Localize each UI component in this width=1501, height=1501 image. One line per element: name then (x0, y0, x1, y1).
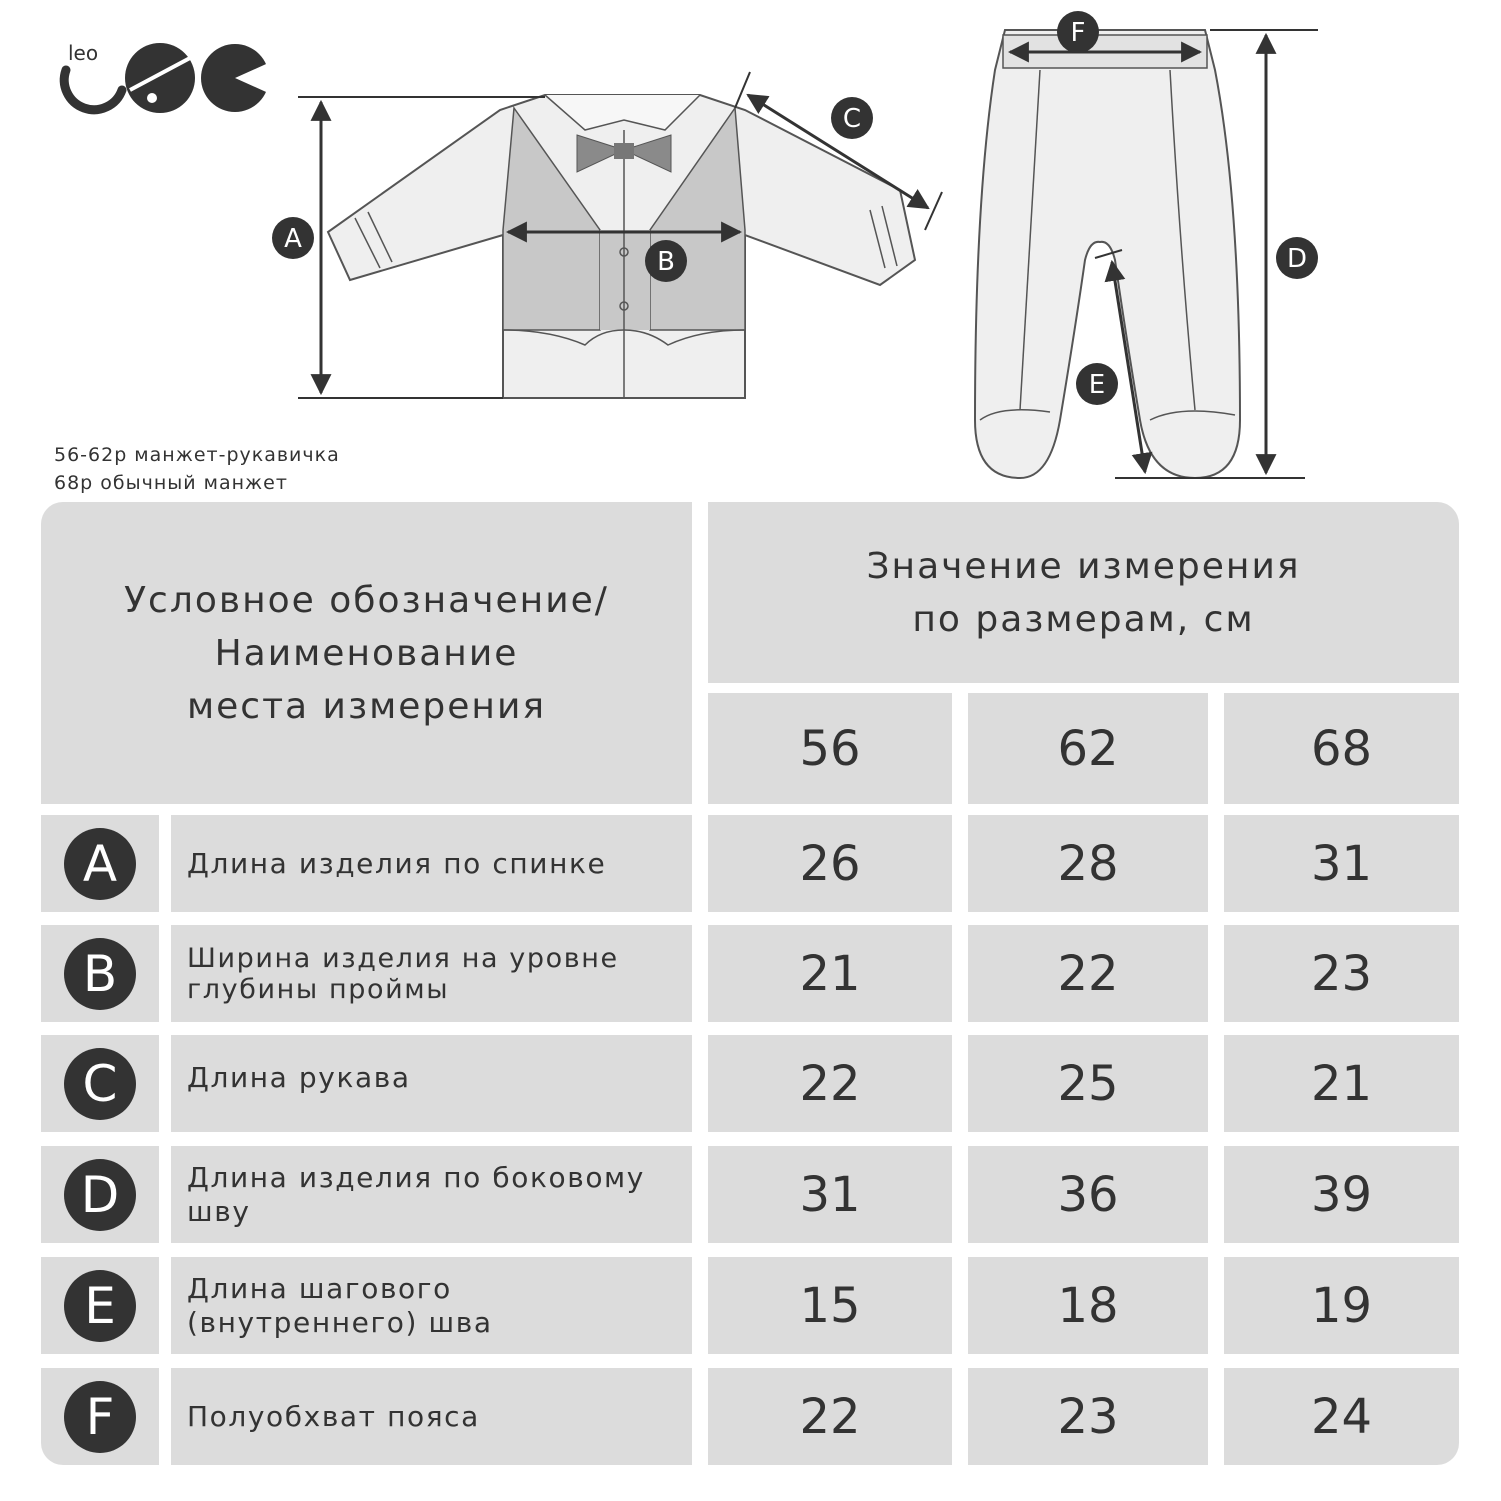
row-d-value-62: 36 (968, 1146, 1208, 1243)
row-e-value-56: 15 (708, 1257, 952, 1354)
badge-b-text: B (657, 247, 675, 277)
row-e-value-62: 18 (968, 1257, 1208, 1354)
row-f-badge: F (64, 1381, 136, 1453)
garment-diagram (0, 0, 1501, 500)
header-values-line-2: по размерам, см (912, 598, 1255, 640)
row-f-value-62: 23 (968, 1368, 1208, 1465)
row-e-value-68: 19 (1224, 1257, 1459, 1354)
row-e-badge: E (64, 1270, 136, 1342)
row-c-value-62: 25 (968, 1035, 1208, 1132)
size-header-68: 68 (1224, 693, 1459, 804)
badge-c-text: C (842, 104, 862, 134)
header-designation-line-2: Наименование (214, 632, 519, 674)
row-c-name: Длина рукава (171, 1035, 692, 1132)
badge-f-text: F (1070, 18, 1086, 48)
cuff-note-1: 56-62р манжет-рукавичка (54, 444, 340, 466)
row-e-letter-cell (41, 1257, 159, 1354)
row-f-value-56: 22 (708, 1368, 952, 1465)
brand-logo (64, 41, 275, 113)
header-designation-cell (41, 502, 692, 804)
jacket-illustration (328, 95, 915, 398)
row-c-value-56: 22 (708, 1035, 952, 1132)
row-b-badge: B (64, 938, 136, 1010)
size-header-62: 62 (968, 693, 1208, 804)
row-c-badge: C (64, 1048, 136, 1120)
row-d-value-68: 39 (1224, 1146, 1459, 1243)
row-d-letter-cell (41, 1146, 159, 1243)
row-a-letter-cell (41, 815, 159, 912)
size-header-56: 56 (708, 693, 952, 804)
row-a-value-56: 26 (708, 815, 952, 912)
row-d-value-56: 31 (708, 1146, 952, 1243)
row-e-name: Длина шагового (внутреннего) шва (171, 1257, 692, 1354)
row-b-value-56: 21 (708, 925, 952, 1022)
row-b-letter-cell (41, 925, 159, 1022)
row-b-name: Ширина изделия на уровне глубины проймы (171, 925, 692, 1022)
row-f-letter-cell (41, 1368, 159, 1465)
badge-d-text: D (1286, 244, 1308, 274)
badge-a-text: A (284, 224, 302, 254)
row-a-value-62: 28 (968, 815, 1208, 912)
badge-e-text: E (1088, 370, 1106, 400)
header-values-line-1: Значение измерения (866, 545, 1301, 587)
header-values (708, 540, 1459, 646)
row-a-value-68: 31 (1224, 815, 1459, 912)
header-designation (41, 574, 692, 733)
logo-text: leo (68, 41, 99, 65)
row-a-badge: A (64, 828, 136, 900)
row-d-badge: D (64, 1159, 136, 1231)
cuff-note-2: 68р обычный манжет (54, 472, 288, 494)
row-f-name: Полуобхват пояса (171, 1368, 692, 1465)
header-designation-line-3: места измерения (186, 685, 546, 727)
header-designation-line-1: Условное обозначение/ (124, 579, 609, 621)
row-b-value-68: 23 (1224, 925, 1459, 1022)
row-b-value-62: 22 (968, 925, 1208, 1022)
row-d-name: Длина изделия по боковому шву (171, 1146, 692, 1243)
row-c-letter-cell (41, 1035, 159, 1132)
row-f-value-68: 24 (1224, 1368, 1459, 1465)
header-values-cell (708, 502, 1459, 683)
row-a-name: Длина изделия по спинке (171, 815, 692, 912)
row-c-value-68: 21 (1224, 1035, 1459, 1132)
